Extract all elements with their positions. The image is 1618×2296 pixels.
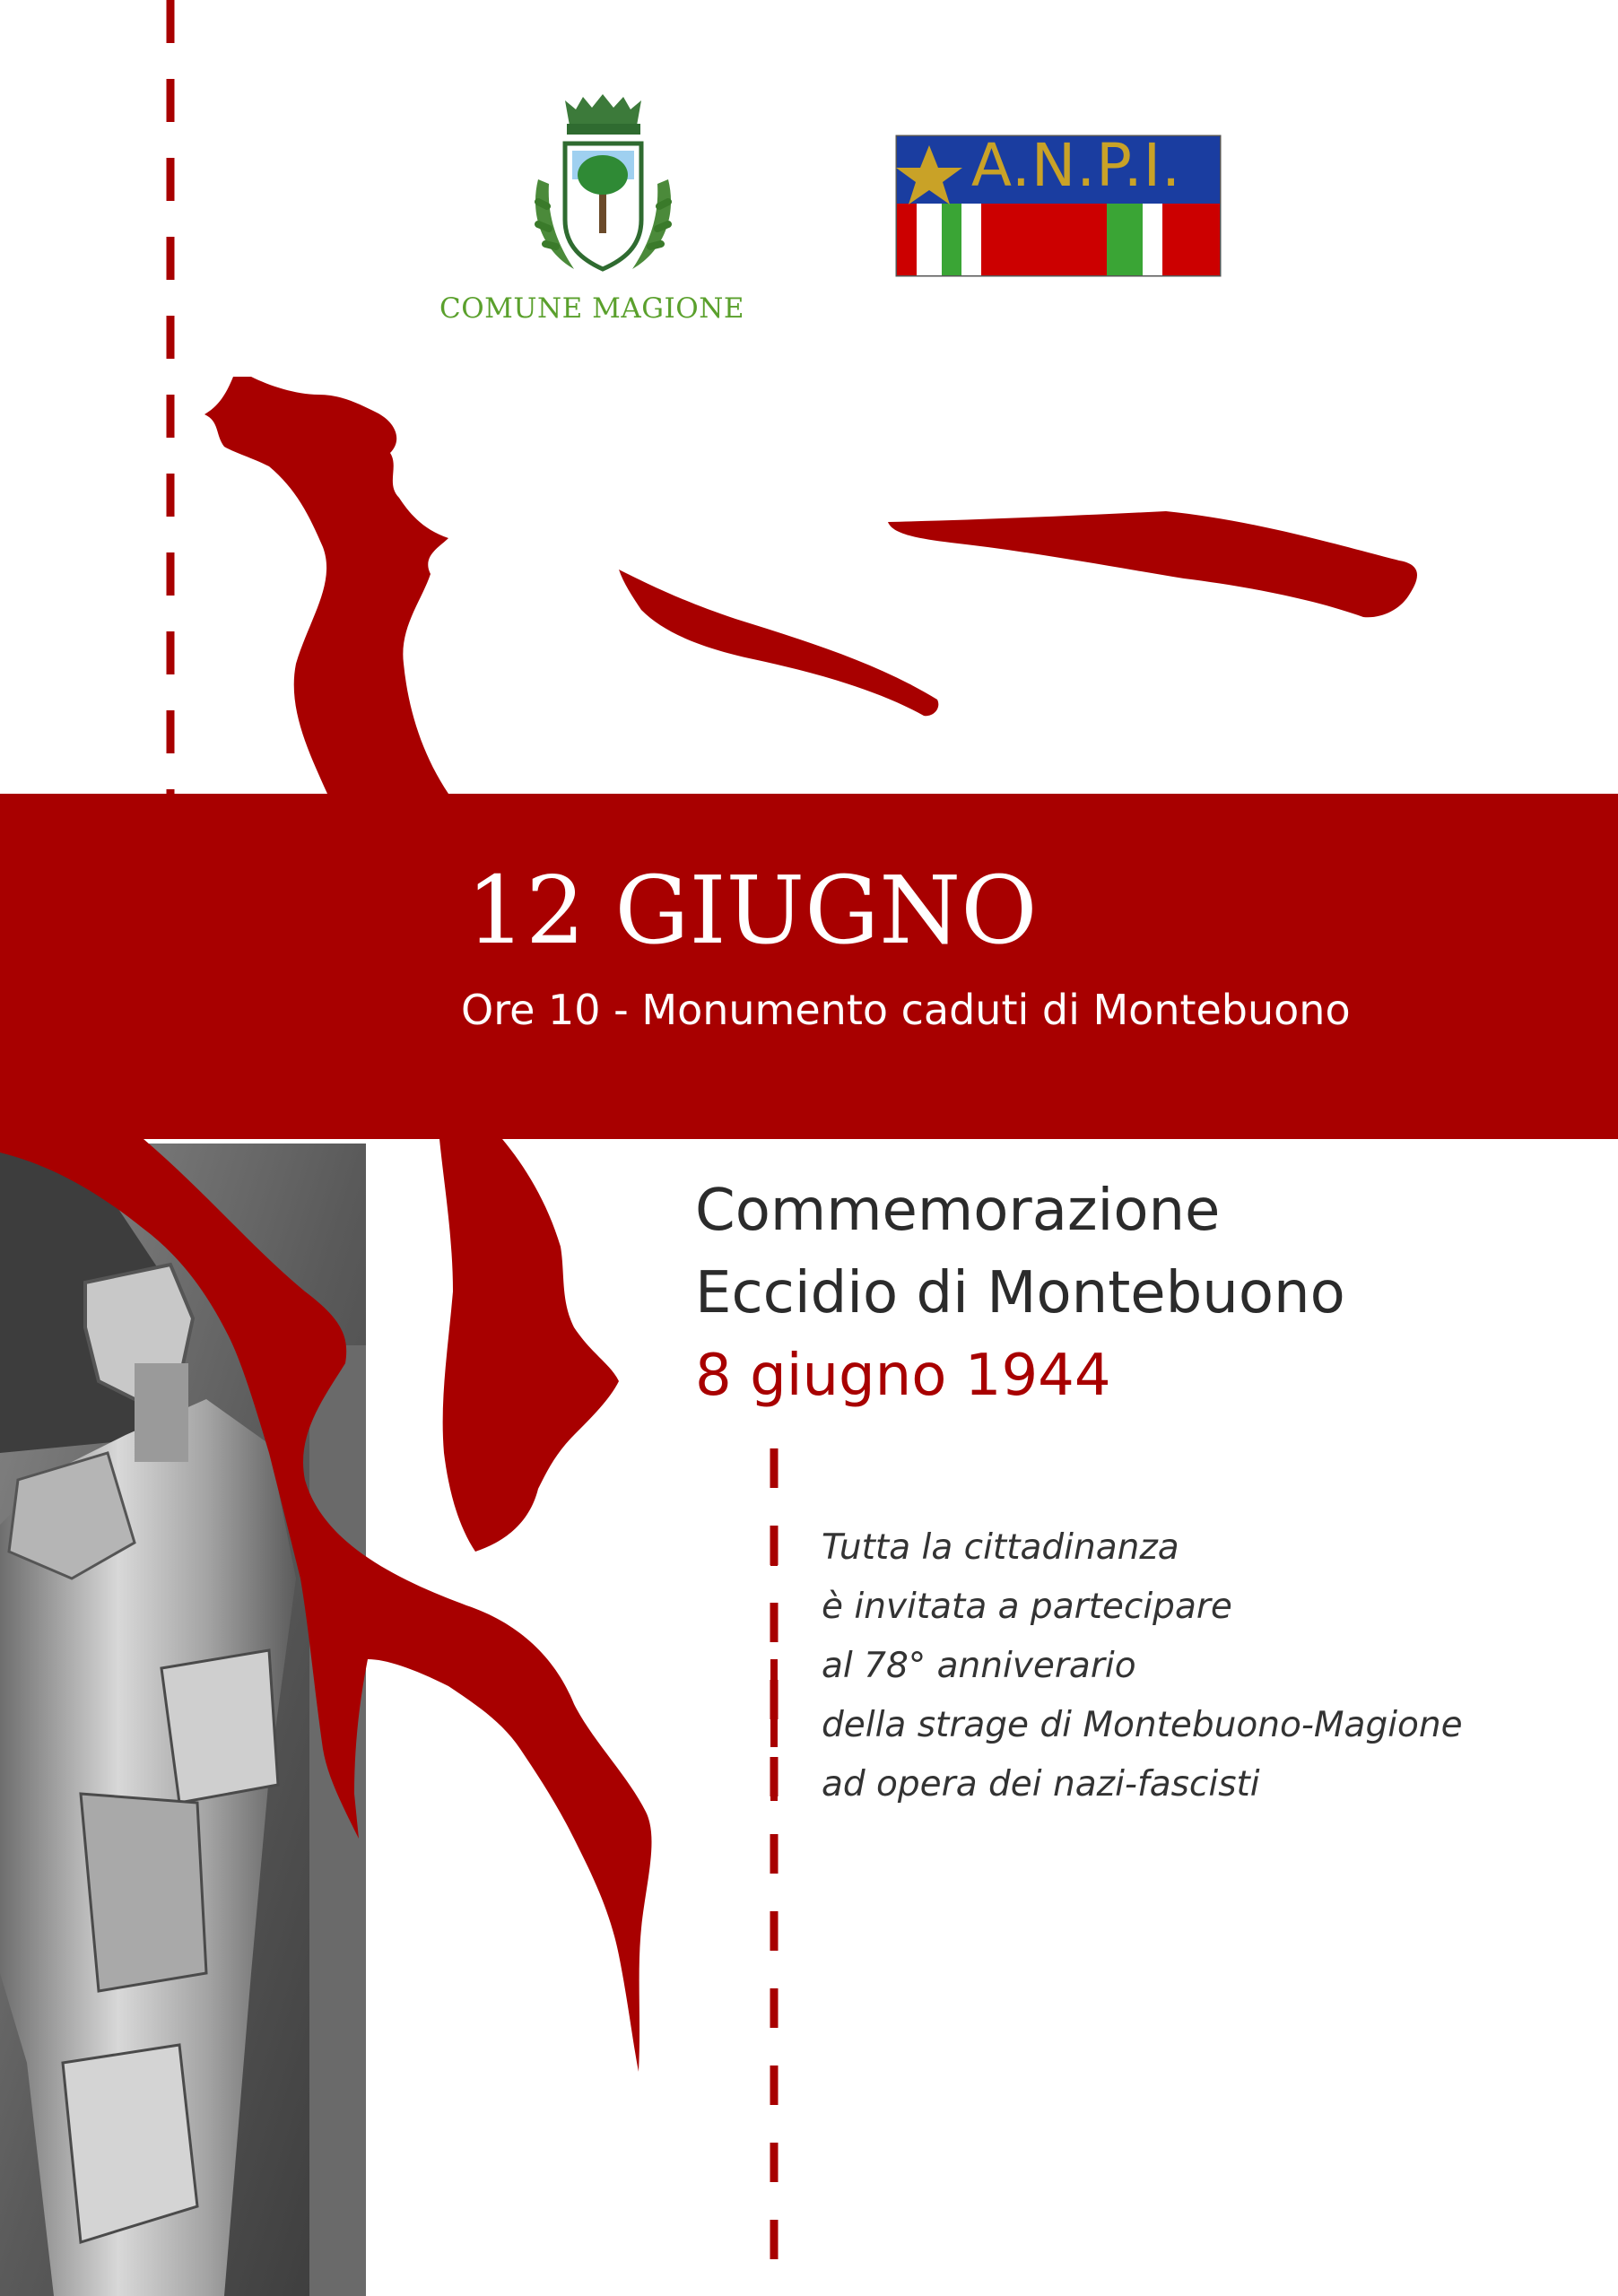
red-splash-right — [439, 1139, 619, 1552]
red-streak-2 — [888, 511, 1417, 617]
red-splash — [204, 377, 448, 794]
anpi-logo-text: A.N.P.I. — [970, 131, 1182, 200]
invitation-line: ad opera dei nazi-fascisti — [822, 1764, 1260, 1805]
coat-of-arms-icon — [535, 94, 671, 269]
commemoration-line2: Eccidio di Montebuono — [695, 1260, 1345, 1326]
invitation-line: è invitata a partecipare — [822, 1587, 1232, 1627]
invitation-line: della strage di Montebuono-Magione — [822, 1705, 1463, 1745]
invitation-line: al 78° anniverario — [822, 1646, 1136, 1686]
red-streak-1 — [619, 570, 938, 716]
event-date: 12 GIUGNO — [466, 856, 1038, 965]
comune-magione-caption: COMUNE MAGIONE — [439, 292, 744, 325]
commemoration-line1: Commemorazione — [695, 1178, 1221, 1244]
event-details: Ore 10 - Monumento caduti di Montebuono — [461, 986, 1351, 1034]
invitation-line: Tutta la cittadinanza — [822, 1527, 1179, 1568]
commemoration-date: 8 giugno 1944 — [695, 1343, 1111, 1409]
date-banner — [0, 794, 1618, 1139]
